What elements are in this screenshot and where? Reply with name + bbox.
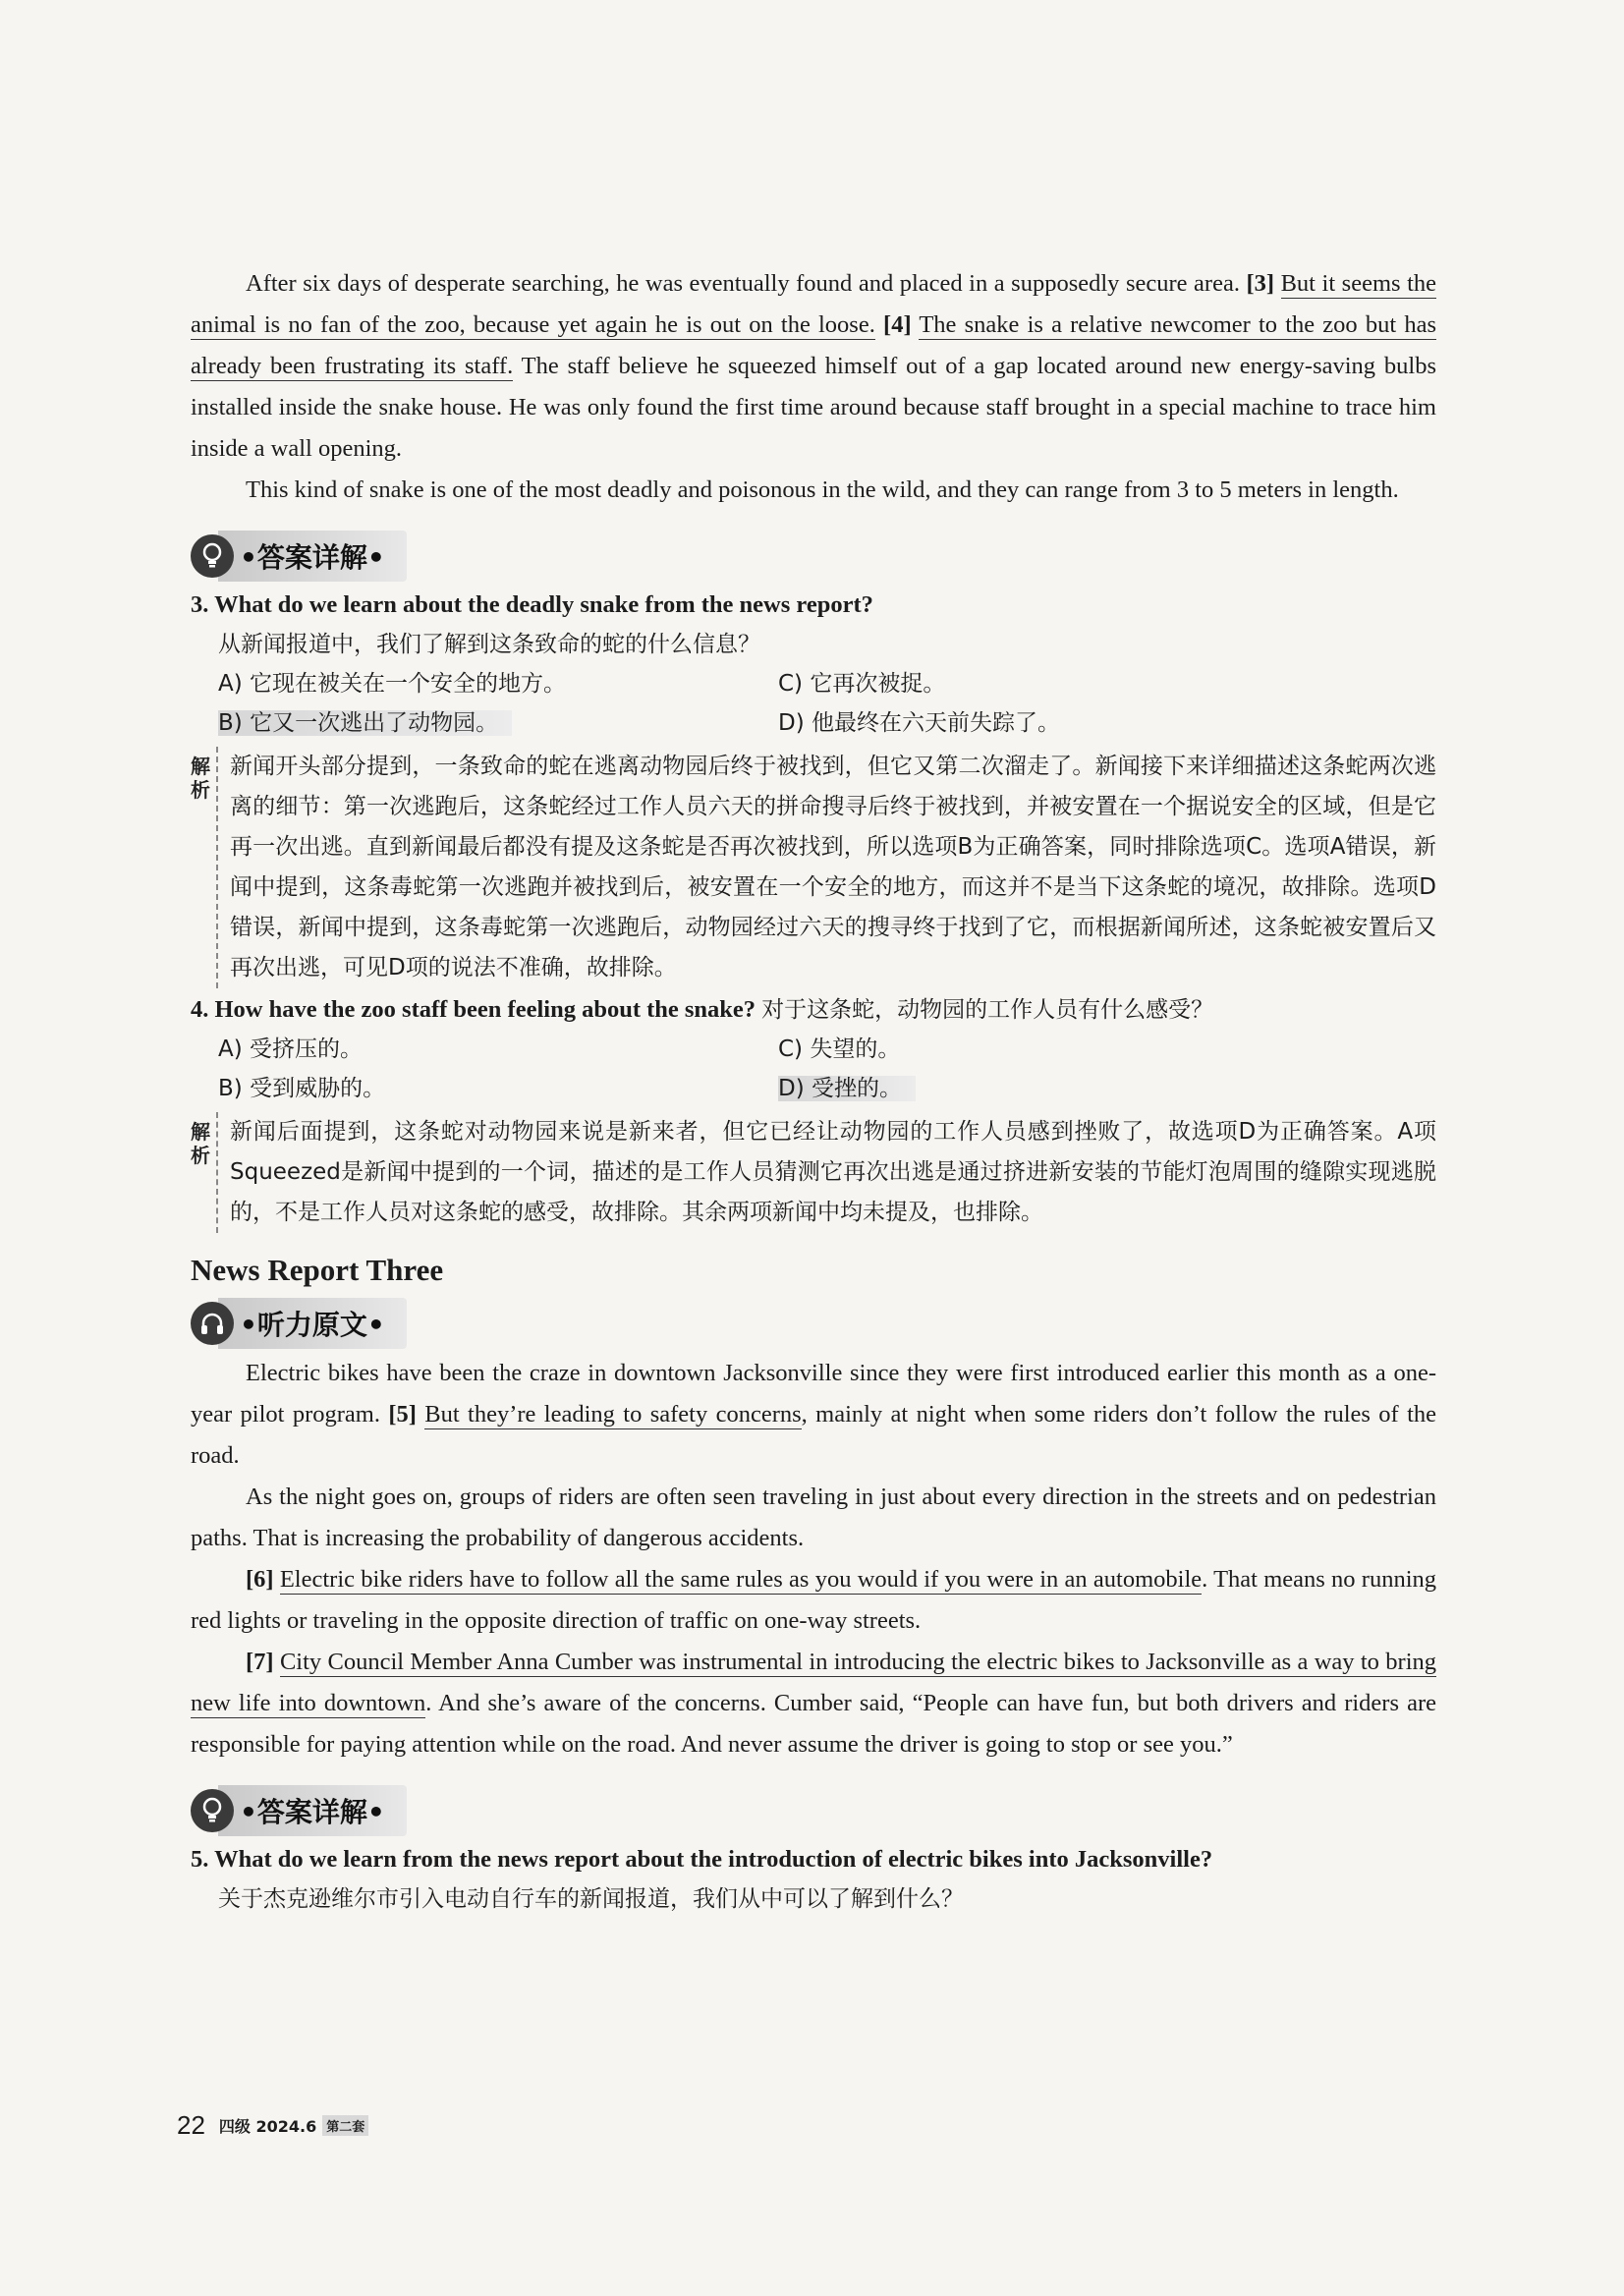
page-footer — [177, 2110, 368, 2141]
option-b-correct: B) 它又一次逃出了动物园。 — [218, 703, 778, 743]
option-c: C) 它再次被捉。 — [778, 671, 946, 697]
question-4-analysis — [191, 1112, 1436, 1233]
report-heading: News Report Three — [191, 1253, 444, 1287]
question-3: 3. What do we learn about the deadly snake from the news report? — [191, 591, 873, 618]
option-d-correct: D) 受挫的。 — [778, 1069, 1338, 1108]
question-3-translation: 从新闻报道中，我们了解到这条致命的蛇的什么信息？ — [218, 632, 760, 657]
answer-section-tag: •答案详解• — [191, 529, 1436, 584]
report3-paragraph-4: [7] City Council Member Anna Cumber was instrumental in introducing the electric bikes to Jacksonville as a way to bring new life into downtown. And she’s aware of the concerns. Cumber said, “People can have fun, but both drivers and riders are responsible for paying attention while on the road. And never assume the driver is going to stop or see you.” — [191, 1649, 1436, 1758]
analysis-label: 解析 — [191, 755, 210, 802]
exam-label: 四级 2024.6 — [218, 2117, 317, 2136]
question-3-options — [218, 664, 1436, 743]
report2-paragraph-2: This kind of snake is one of the most deadly and poisonous in the wild, and they can range from 3 to 5 meters in length. — [246, 476, 1399, 503]
report3-paragraph-3: [6] Electric bike riders have to follow all the same rules as you would if you were in an automobile. That means no running red lights or traveling in the opposite direction of traffic on one-way streets. — [191, 1566, 1437, 1634]
headphones-icon — [191, 1302, 234, 1345]
lightbulb-icon — [191, 1789, 234, 1832]
option-a: A) 它现在被关在一个安全的地方。 — [218, 671, 567, 697]
set-badge: 第二套 — [322, 2115, 368, 2136]
answer-section-tag: •答案详解• — [191, 1783, 1436, 1838]
option-c: C) 失望的。 — [778, 1036, 901, 1062]
analysis-text: 新闻后面提到，这条蛇对动物园来说是新来者，但它已经让动物园的工作人员感到挫败了，故选项D为正确答案。A项Squeezed是新闻中提到的一个词，描述的是工作人员猜测它再次出逃是通过挤进新安装的节能灯泡周围的缝隙实现逃脱的，不是工作人员对这条蛇的感受，故排除。其余两项新闻中均未提及，也排除。 — [216, 1112, 1436, 1233]
option-d: D) 他最终在六天前失踪了。 — [778, 710, 1060, 736]
page-content — [191, 263, 1436, 1919]
question-4-options — [218, 1030, 1436, 1108]
question-5-translation: 关于杰克逊维尔市引入电动自行车的新闻报道，我们从中可以了解到什么？ — [218, 1886, 964, 1912]
page-number: 22 — [177, 2110, 205, 2140]
listening-section-tag: •听力原文• — [191, 1296, 1436, 1351]
option-b: B) 受到威胁的。 — [218, 1076, 386, 1101]
analysis-text: 新闻开头部分提到，一条致命的蛇在逃离动物园后终于被找到，但它又第二次溜走了。新闻接下来详细描述这条蛇两次逃离的细节：第一次逃跑后，这条蛇经过工作人员六天的拼命搜寻后终于被找到，并被安置在一个据说安全的区域，但是它再一次出逃。直到新闻最后都没有提及这条蛇是否再次被找到，所以选项B为正确答案，同时排除选项C。选项A错误，新闻中提到，这条毒蛇第一次逃跑并被找到后，被安置在一个安全的地方，而这并不是当下这条蛇的境况，故排除。选项D错误，新闻中提到，这条毒蛇第一次逃跑后，动物园经过六天的搜寻终于找到了它，而根据新闻所述，这条蛇被安置后又再次出逃，可见D项的说法不准确，故排除。 — [216, 747, 1436, 988]
analysis-label: 解析 — [191, 1120, 210, 1167]
question-5: 5. What do we learn from the news report about the introduction of electric bikes into Jacksonville? — [191, 1846, 1213, 1873]
option-a: A) 受挤压的。 — [218, 1036, 364, 1062]
question-4: 4. How have the zoo staff been feeling about the snake? 对于这条蛇，动物园的工作人员有什么感受？ — [191, 996, 1214, 1023]
report3-paragraph-1: Electric bikes have been the craze in downtown Jacksonville since they were first introduced earlier this month as a one-year pilot program. [5] But they’re leading to safety concerns, mainly at night when some riders don’t follow the rules of the road. — [191, 1360, 1437, 1469]
lightbulb-icon — [191, 534, 234, 578]
question-3-analysis — [191, 747, 1436, 988]
report2-paragraph-1: After six days of desperate searching, he was eventually found and placed in a supposedly secure area. [3] But it seems the animal is no fan of the zoo, because yet again he is out on the loose. [4] The snake is a relative newcomer to the zoo but has already been frustrating its staff. The staff believe he squeezed himself out of a gap located around new energy-saving bulbs installed inside the snake house. He was only found the first time around because staff brought in a special machine to trace him inside a wall opening. — [191, 270, 1437, 462]
report3-paragraph-2: As the night goes on, groups of riders are often seen traveling in just about every direction in the streets and on pedestrian paths. That is increasing the probability of dangerous accidents. — [191, 1484, 1436, 1551]
